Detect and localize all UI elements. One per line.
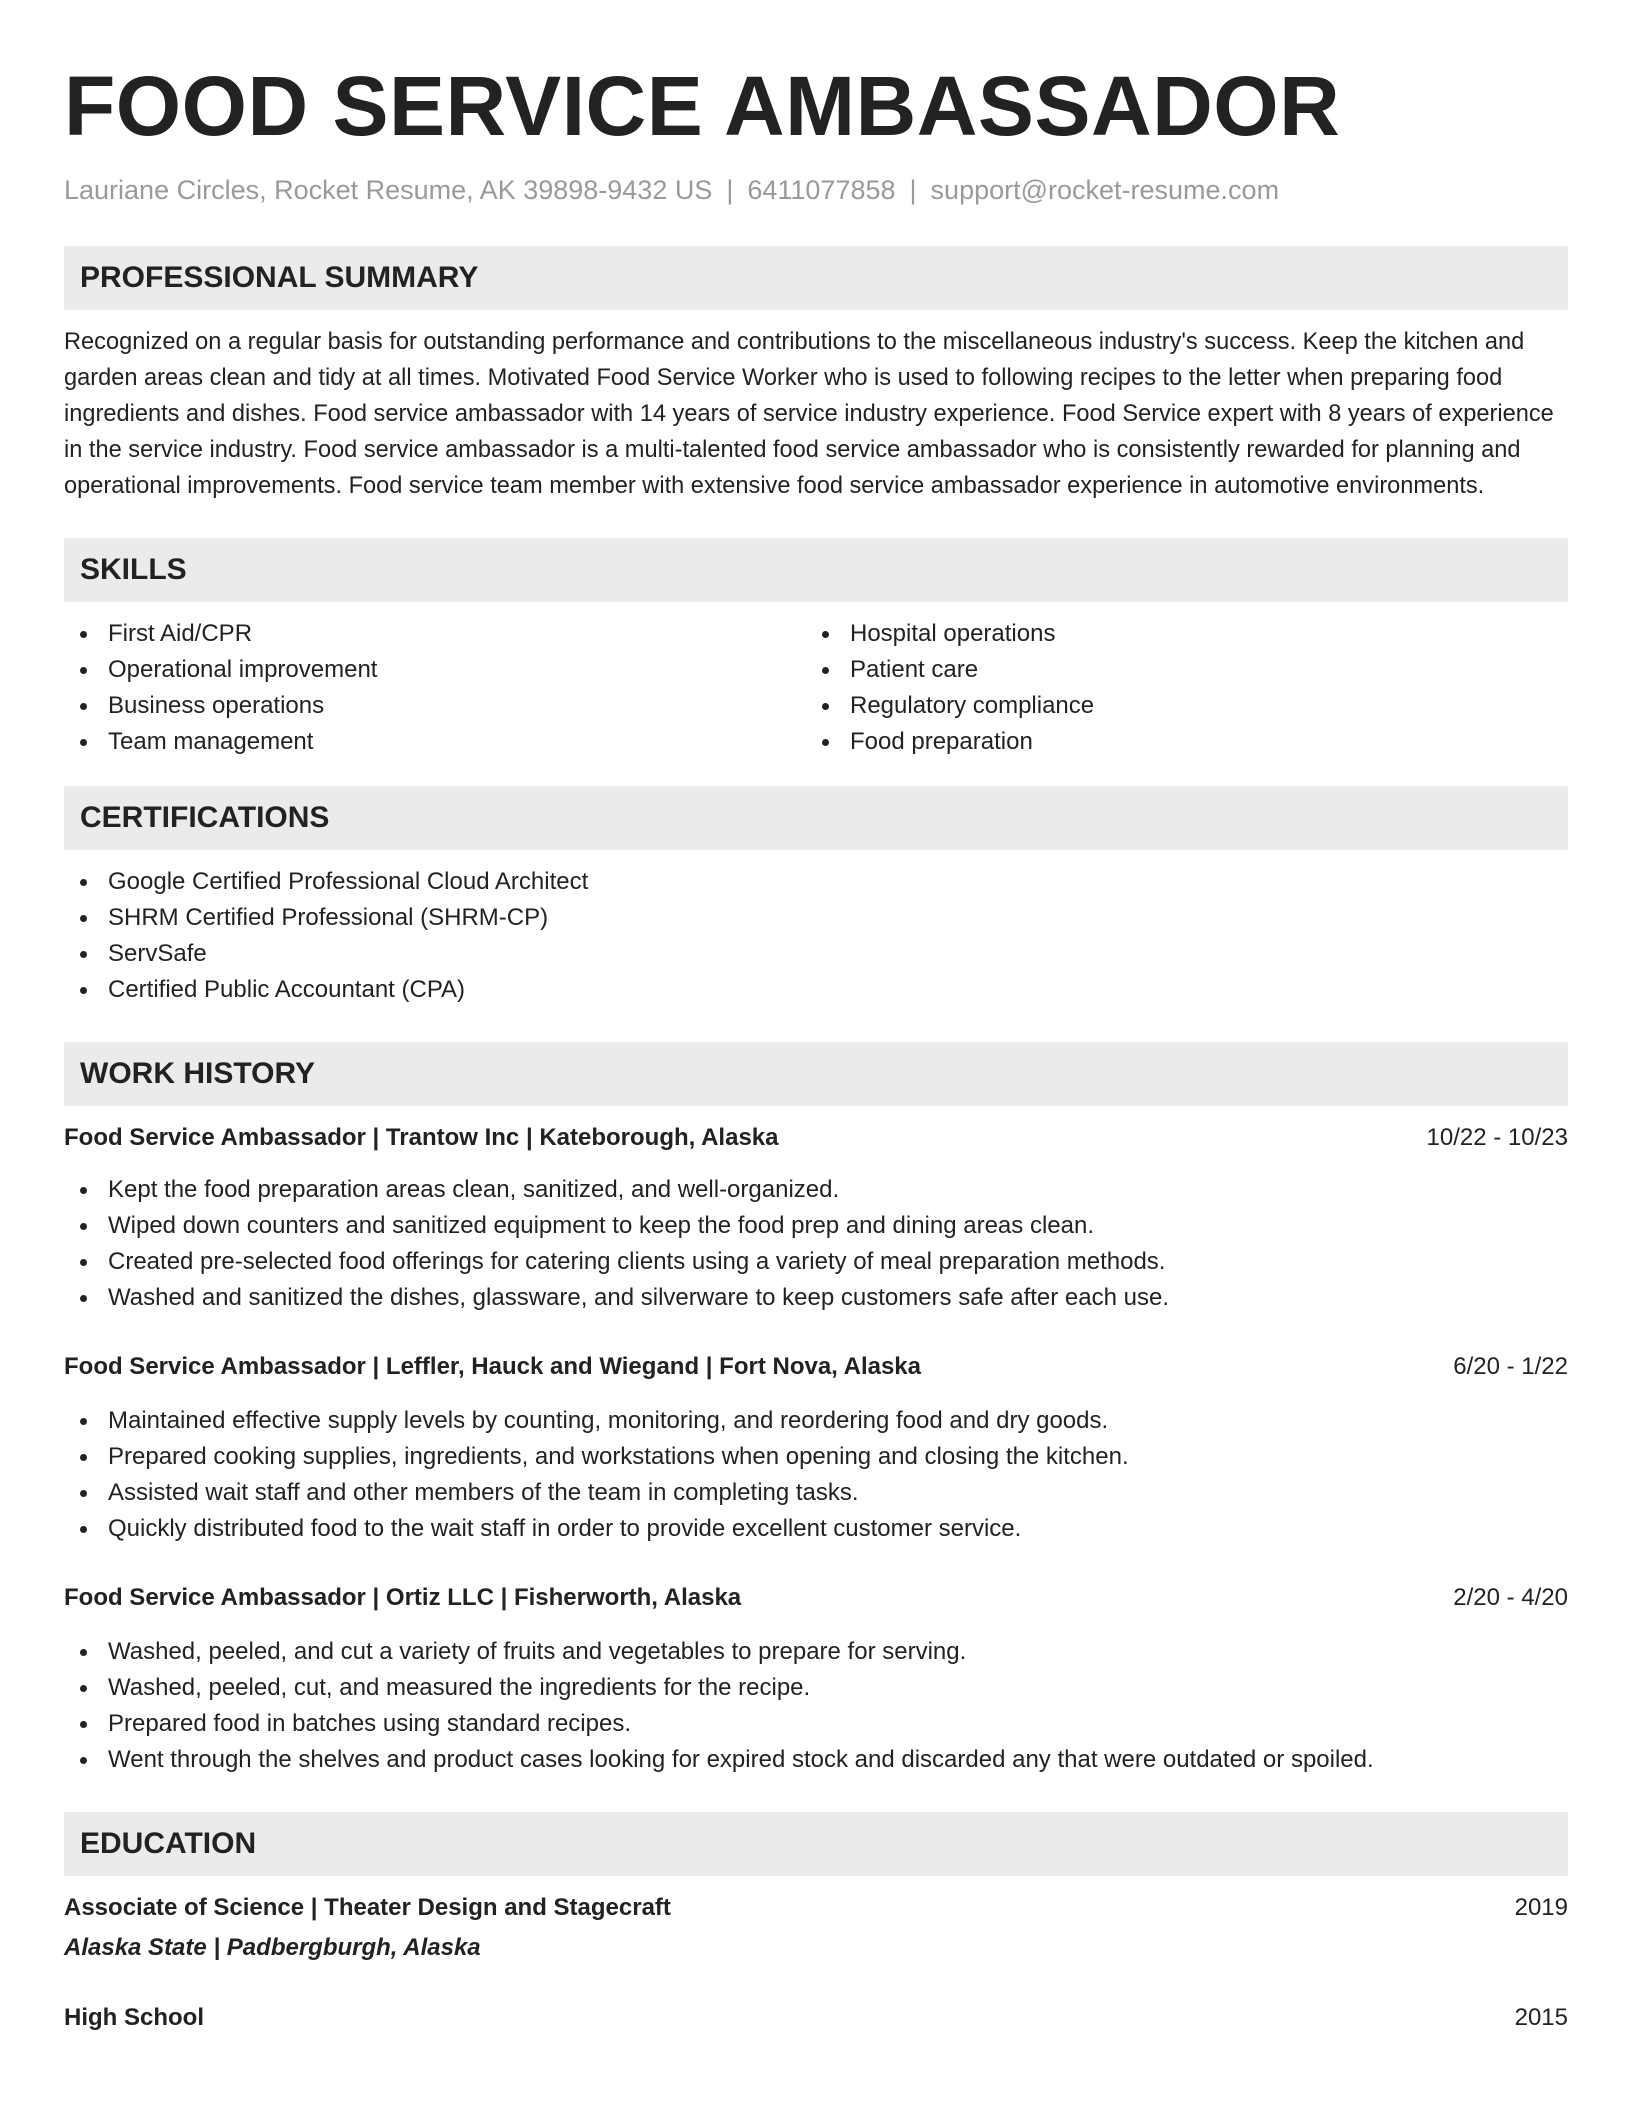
certifications-list	[64, 864, 1568, 1008]
education-header	[64, 2000, 1568, 2036]
certification-item: Google Certified Professional Cloud Architect	[64, 864, 1568, 900]
education-year: 2015	[1514, 2004, 1568, 2031]
job-title: Food Service Ambassador | Trantow Inc | Kateborough, Alaska	[64, 1124, 779, 1151]
work-history-section-header: WORK HISTORY	[64, 1042, 1568, 1106]
skill-item: Food preparation	[806, 724, 1548, 760]
job-dates: 6/20 - 1/22	[1453, 1353, 1568, 1380]
job-title: Food Service Ambassador | Ortiz LLC | Fisherworth, Alaska	[64, 1584, 742, 1611]
education-section-header: EDUCATION	[64, 1812, 1568, 1876]
job-bullets	[64, 1403, 1568, 1547]
skill-item: Regulatory compliance	[806, 688, 1548, 724]
education-school: Alaska State | Padbergburgh, Alaska	[64, 1934, 481, 1961]
contact-phone: 6411077858	[747, 175, 896, 205]
summary-section-header: PROFESSIONAL SUMMARY	[64, 246, 1568, 310]
job-header	[64, 1580, 1568, 1616]
education-year: 2019	[1514, 1894, 1568, 1921]
certification-item: SHRM Certified Professional (SHRM-CP)	[64, 900, 1568, 936]
skill-item: Patient care	[806, 652, 1548, 688]
job-entry	[64, 1120, 1568, 1316]
job-entry	[64, 1580, 1568, 1778]
job-bullet: Washed, peeled, and cut a variety of fruits and vegetables to prepare for serving.	[64, 1634, 1568, 1670]
job-bullet: Washed, peeled, cut, and measured the ingredients for the recipe.	[64, 1670, 1568, 1706]
job-entry	[64, 1349, 1568, 1547]
job-bullets	[64, 1634, 1568, 1778]
job-bullet: Quickly distributed food to the wait staff in order to provide excellent customer service.	[64, 1511, 1568, 1547]
job-bullet: Kept the food preparation areas clean, sanitized, and well-organized.	[64, 1172, 1568, 1208]
contact-line	[64, 172, 1568, 208]
certifications-section-header: CERTIFICATIONS	[64, 786, 1568, 850]
skills-column-right	[806, 616, 1548, 760]
skill-item: Hospital operations	[806, 616, 1548, 652]
skill-item: Business operations	[64, 688, 806, 724]
skills-section-header: SKILLS	[64, 538, 1568, 602]
job-bullet: Wiped down counters and sanitized equipment to keep the food prep and dining areas clean.	[64, 1208, 1568, 1244]
skill-item: First Aid/CPR	[64, 616, 806, 652]
job-dates: 2/20 - 4/20	[1453, 1584, 1568, 1611]
job-bullet: Prepared cooking supplies, ingredients, and workstations when opening and closing the kitchen.	[64, 1439, 1568, 1475]
skill-item: Operational improvement	[64, 652, 806, 688]
job-title: Food Service Ambassador | Leffler, Hauck and Wiegand | Fort Nova, Alaska	[64, 1353, 922, 1380]
job-header	[64, 1349, 1568, 1385]
job-bullet: Prepared food in batches using standard recipes.	[64, 1706, 1568, 1742]
job-dates: 10/22 - 10/23	[1426, 1124, 1568, 1151]
certification-item: ServSafe	[64, 936, 1568, 972]
job-bullet: Went through the shelves and product cases looking for expired stock and discarded any that were outdated or spoiled.	[64, 1742, 1568, 1778]
job-bullet: Maintained effective supply levels by counting, monitoring, and reordering food and dry goods.	[64, 1403, 1568, 1439]
job-bullet: Assisted wait staff and other members of the team in completing tasks.	[64, 1475, 1568, 1511]
skills-list	[64, 616, 1568, 760]
job-bullet: Created pre-selected food offerings for catering clients using a variety of meal preparation methods.	[64, 1244, 1568, 1280]
summary-text: Recognized on a regular basis for outstanding performance and contributions to the miscellaneous industry's success. Keep the kitchen and garden areas clean and tidy at all times. Motivated Food Service Worker who is used to following recipes to the letter when preparing food ingredients and dishes. Food service ambassador with 14 years of service industry experience. Food Service expert with 8 years of experience in the service industry. Food service ambassador is a multi-talented food service ambassador who is consistently rewarded for planning and operational improvements. Food service team member with extensive food service ambassador experience in automotive environments.	[64, 329, 1554, 499]
skill-item: Team management	[64, 724, 806, 760]
education-entry	[64, 2000, 1568, 2036]
certification-item: Certified Public Accountant (CPA)	[64, 972, 1568, 1008]
education-header	[64, 1890, 1568, 1926]
candidate-name: FOOD SERVICE AMBASSADOR	[64, 59, 1341, 153]
skills-column-left	[64, 616, 806, 760]
job-bullet: Washed and sanitized the dishes, glassware, and silverware to keep customers safe after each use.	[64, 1280, 1568, 1316]
education-degree: High School	[64, 2004, 204, 2031]
contact-separator: |	[909, 175, 917, 205]
education-entry	[64, 1890, 1568, 1966]
contact-separator: |	[726, 175, 734, 205]
contact-email: support@rocket-resume.com	[930, 175, 1280, 205]
education-degree: Associate of Science | Theater Design and Stagecraft	[64, 1894, 671, 1921]
job-header	[64, 1120, 1568, 1156]
job-bullets	[64, 1172, 1568, 1316]
contact-address: Lauriane Circles, Rocket Resume, AK 39898-9432 US	[64, 175, 713, 205]
